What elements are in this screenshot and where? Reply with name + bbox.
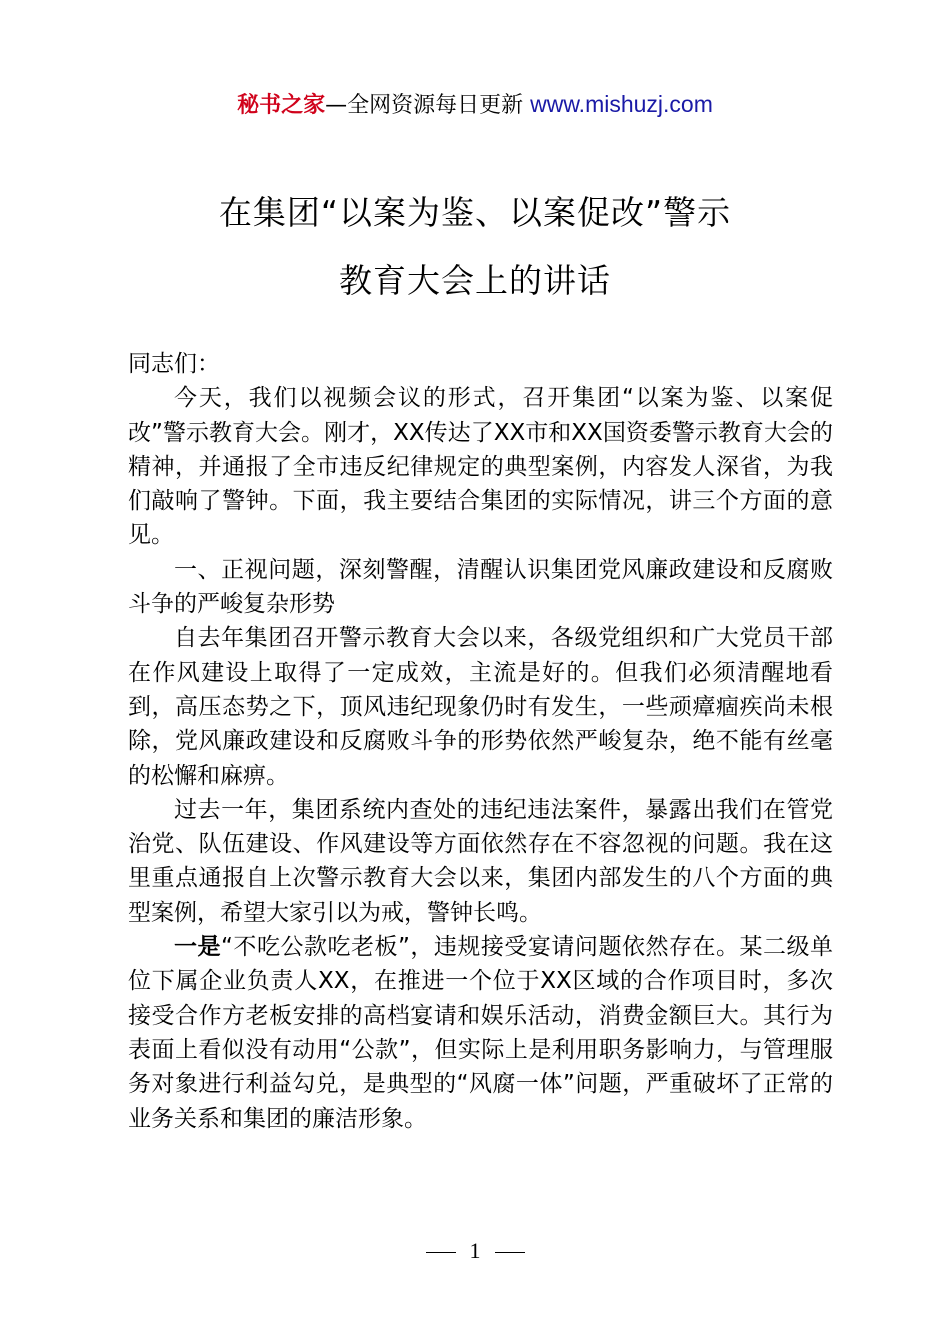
site-header <box>0 86 950 124</box>
paragraph-opening: 今天，我们以视频会议的形式，召开集团“以案为鉴、以案促改”警示教育大会。刚才，XX传达了XX市和XX国资委警示教育大会的精神，并通报了全市违反纪律规定的典型案例，内容发人深省，为我们敲响了警钟。下面，我主要结合集团的实际情况，讲三个方面的意见。 <box>128 385 833 549</box>
section-heading-1: 一、正视问题，深刻警醒，清醒认识集团党风廉政建设和反腐败斗争的严峻复杂形势 <box>128 556 833 618</box>
paragraph-situation: 自去年集团召开警示教育大会以来，各级党组织和广大党员干部在作风建设上取得了一定成效，主流是好的。但我们必须清醒地看到，高压态势之下，顶风违纪现象仍时有发生，一些顽瘴痼疾尚未根除，党风廉政建设和反腐败斗争的形势依然严峻复杂，绝不能有丝毫的松懈和麻痹。 <box>128 625 833 789</box>
header-tagline: —全网资源每日更新 <box>325 93 531 118</box>
brand-name: 秘书之家 <box>237 93 326 118</box>
site-url[interactable]: www.mishuzj.com <box>530 91 713 117</box>
footer-dash-left <box>426 1252 456 1253</box>
page-number: 1 <box>469 1238 481 1263</box>
case-1-lead: 一是 <box>174 934 222 961</box>
document-title-line2: 教育大会上的讲话 <box>339 261 611 300</box>
salutation: 同志们： <box>128 351 220 377</box>
document-body <box>128 347 833 1136</box>
case-1-text: “不吃公款吃老板”，违规接受宴请问题依然存在。某二级单位下属企业负责人XX，在推进一个位于XX区域的合作项目时，多次接受合作方老板安排的高档宴请和娱乐活动，消费金额巨大。其行为表面上看似没有动用“公款”，但实际上是利用职务影响力，与管理服务对象进行利益勾兑，是典型的“风腐一体”问题，严重破坏了正常的业务关系和集团的廉洁形象。 <box>128 934 833 1132</box>
paragraph-cases-intro: 过去一年，集团系统内查处的违纪违法案件，暴露出我们在管党治党、队伍建设、作风建设等方面依然存在不容忽视的问题。我在这里重点通报自上次警示教育大会以来，集团内部发生的八个方面的典型案例，希望大家引以为戒，警钟长鸣。 <box>128 796 833 926</box>
paragraph-case-1 <box>128 930 833 1136</box>
footer-dash-right <box>495 1252 525 1253</box>
document-title-line1: 在集团“以案为鉴、以案促改”警示 <box>218 193 732 232</box>
page-footer <box>0 1236 950 1266</box>
